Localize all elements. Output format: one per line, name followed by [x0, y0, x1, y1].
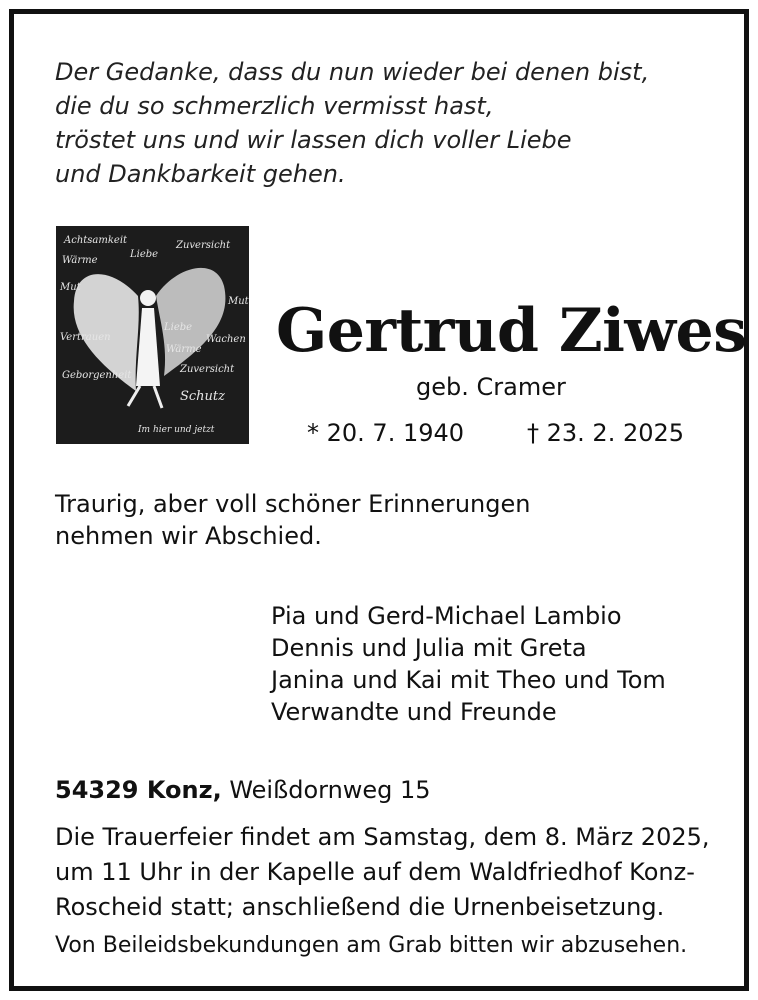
svg-text:Liebe: Liebe — [130, 249, 159, 260]
svg-text:Zuversicht: Zuversicht — [176, 240, 231, 251]
angel-wings-icon — [56, 226, 249, 444]
svg-text:Liebe: Liebe — [164, 322, 193, 333]
quote-line: und Dankbarkeit gehen. — [55, 160, 346, 188]
obituary-card — [9, 9, 749, 991]
closing-line: Von Beileidsbekundungen am Grab bitten wir abzusehen. — [55, 933, 688, 958]
mourner-entry: Verwandte und Freunde — [271, 698, 557, 726]
svg-text:Wärme: Wärme — [166, 344, 202, 355]
svg-text:Wachen: Wachen — [206, 334, 246, 345]
farewell-message — [55, 488, 530, 552]
service-line: Die Trauerfeier findet am Samstag, dem 8. März 2025, — [55, 823, 710, 851]
svg-text:Wärme: Wärme — [62, 255, 98, 266]
family-address — [55, 774, 431, 806]
quote-line: Der Gedanke, dass du nun wieder bei denen bist, — [55, 58, 650, 86]
message-line: nehmen wir Abschied. — [55, 522, 322, 550]
service-line: Roscheid statt; anschließend die Urnenbeisetzung. — [55, 893, 665, 921]
svg-text:Achtsamkeit: Achtsamkeit — [64, 235, 128, 246]
svg-text:Im hier und jetzt: Im hier und jetzt — [138, 425, 215, 435]
angel-artwork — [56, 226, 249, 444]
deceased-name: Gertrud Ziwes — [276, 296, 747, 366]
mourners-list — [271, 600, 666, 728]
quote-line: die du so schmerzlich vermisst hast, — [55, 92, 494, 120]
svg-text:Mut: Mut — [228, 296, 249, 307]
mourner-entry: Janina und Kai mit Theo und Tom — [271, 666, 666, 694]
mourner-entry: Dennis und Julia mit Greta — [271, 634, 587, 662]
mourner-entry: Pia und Gerd-Michael Lambio — [271, 602, 622, 630]
funeral-service-info — [55, 820, 710, 925]
svg-text:Geborgenheit: Geborgenheit — [62, 370, 132, 381]
quote-line: tröstet uns und wir lassen dich voller Liebe — [55, 126, 572, 154]
address-street: Weißdornweg 15 — [229, 776, 431, 804]
address-city: 54329 Konz, — [55, 776, 222, 804]
svg-text:Schutz: Schutz — [180, 389, 226, 404]
svg-text:Zuversicht: Zuversicht — [180, 364, 235, 375]
condolence-note — [55, 931, 687, 961]
memorial-quote — [55, 55, 649, 191]
svg-text:Mut: Mut — [60, 282, 81, 293]
message-line: Traurig, aber voll schöner Erinnerungen — [55, 490, 531, 518]
death-date: † 23. 2. 2025 — [527, 419, 685, 447]
birth-name: geb. Cramer — [416, 373, 566, 401]
svg-text:Vertrauen: Vertrauen — [60, 332, 111, 343]
birth-date: * 20. 7. 1940 — [307, 419, 465, 447]
service-line: um 11 Uhr in der Kapelle auf dem Waldfriedhof Konz- — [55, 858, 695, 886]
